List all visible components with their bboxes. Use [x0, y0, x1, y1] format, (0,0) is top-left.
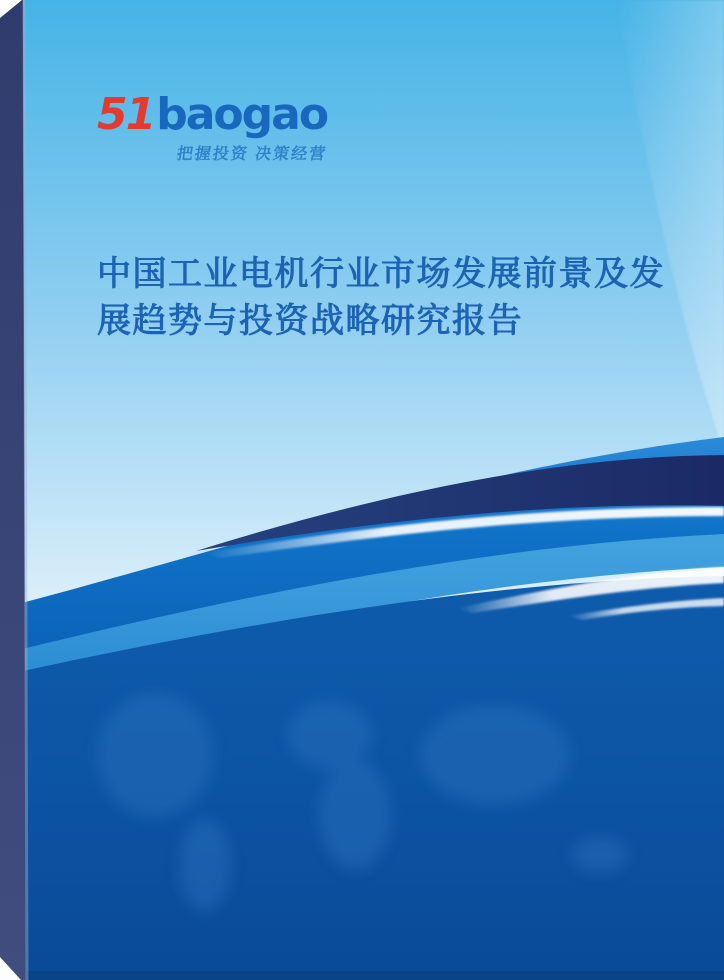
report-title — [97, 251, 665, 345]
bottom-edge-strip — [18, 971, 724, 980]
report-title-line-2: 展趋势与投资战略研究报告 — [97, 302, 523, 340]
book-spine — [0, 0, 26, 980]
logo-name-baogao: baogao — [156, 89, 328, 140]
logo-tagline: 把握投资 决策经营 — [175, 146, 328, 163]
logo — [97, 89, 328, 164]
logo-prefix-51: 51 — [97, 89, 155, 140]
logo-wordmark — [97, 89, 328, 140]
report-title-line-1: 中国工业电机行业市场发展前景及发 — [97, 255, 665, 293]
